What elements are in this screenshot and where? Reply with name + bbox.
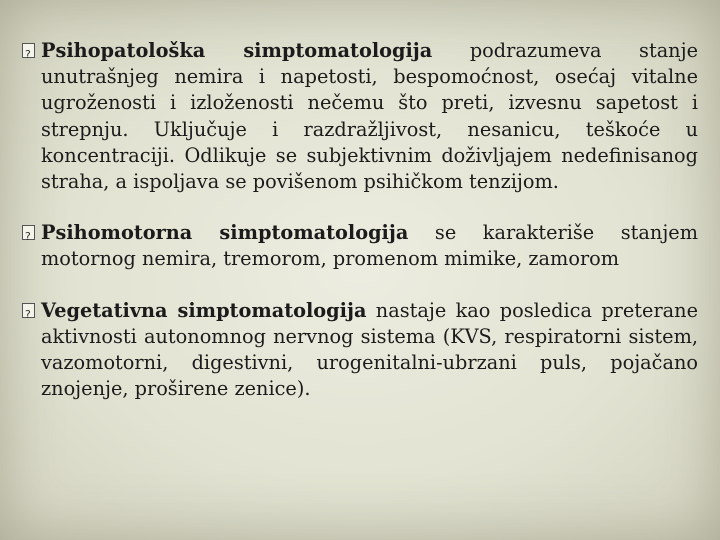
slide-body	[22, 38, 698, 402]
bullet-item-psihomotorna	[22, 220, 698, 272]
item-text: podrazumeva stanje unutrašnjeg nemira i napetosti, bespomoćnost, osećaj vitalne ugroženosti i izloženosti nečemu što preti, izvesnu sapetost i strepnju. Uključuje i razdražljivost, nesanicu, teškoće u koncentraciji. Odlikuje se subjektivnim doživljajem nedefinisanog straha, a ispoljava se povišenom psihičkom tenzijom.	[41, 39, 698, 194]
bullet-item-psihopatoloska	[22, 38, 698, 195]
item-term: Vegetativna simptomatologija	[41, 298, 367, 322]
bullet-box-icon	[22, 43, 35, 58]
item-term: Psihomotorna simptomatologija	[41, 221, 409, 245]
bullet-box-icon	[22, 303, 35, 318]
bullet-box-icon	[22, 225, 35, 240]
bullet-item-vegetativna	[22, 298, 698, 403]
item-text: nastaje kao posledica preterane aktivnosti autonomnog nervnog sistema (KVS, respiratorni sistem, vazomotorni, digestivni, urogenitalni-ubrzani puls, pojačano znojenje, proširene zenice).	[41, 298, 699, 401]
item-text: se karakteriše stanjem motornog nemira, tremorom, promenom mimike, zamorom	[41, 221, 699, 271]
item-term: Psihopatološka simptomatologija	[41, 39, 433, 62]
